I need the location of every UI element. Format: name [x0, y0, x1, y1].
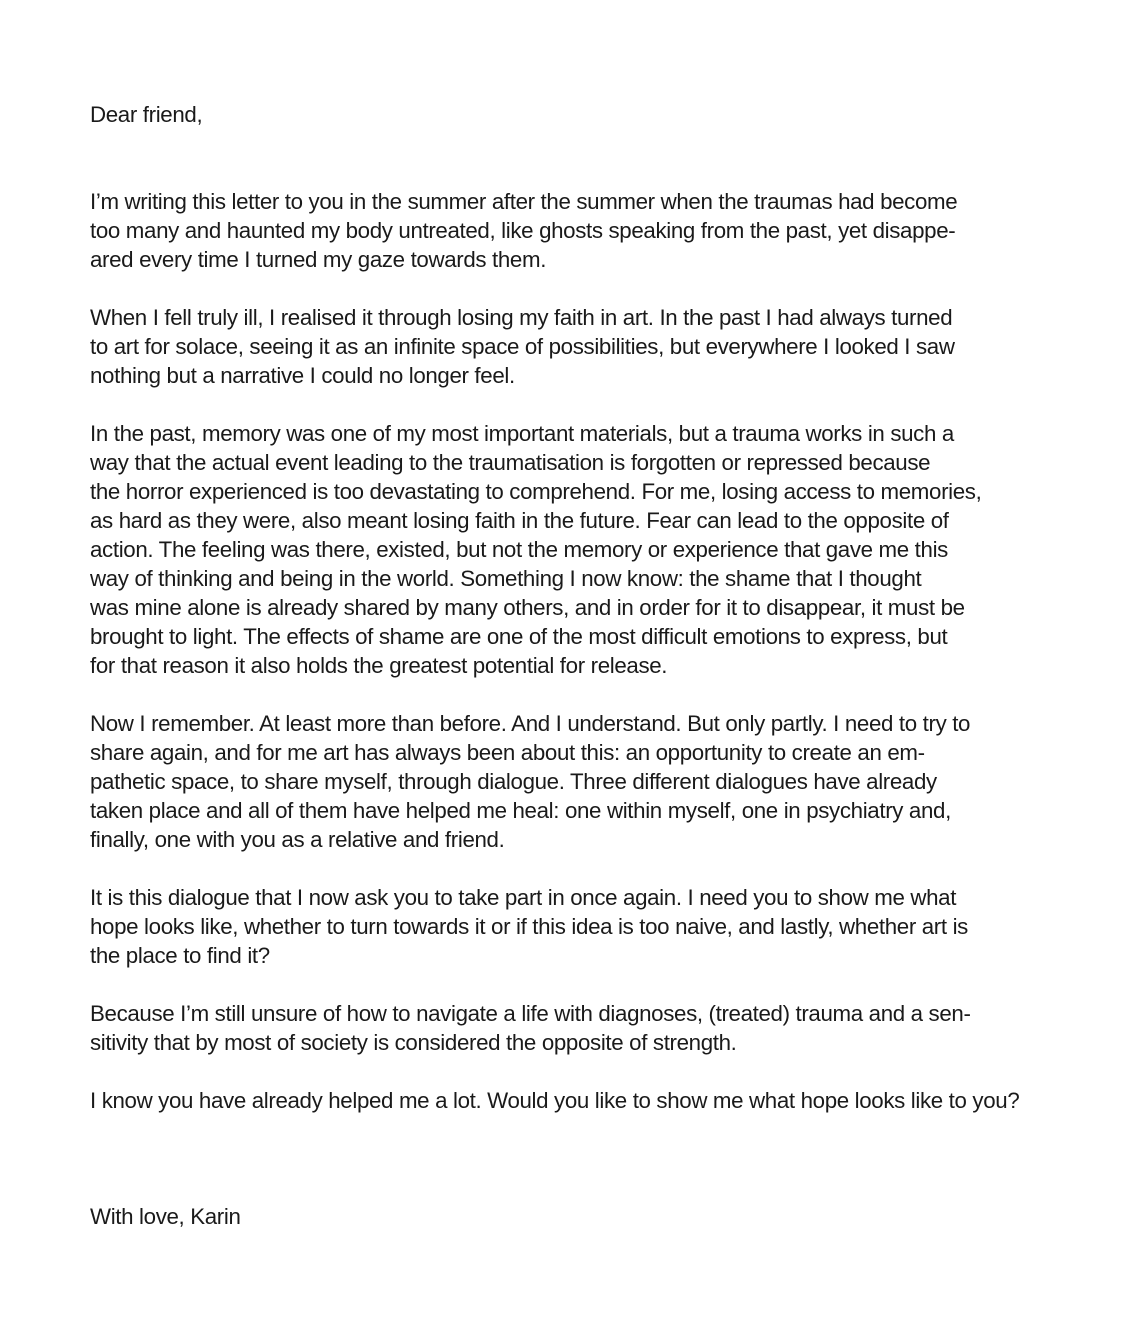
salutation: Dear friend, — [90, 102, 203, 127]
letter-paragraph-1: I’m writing this letter to you in the summer after the summer when the traumas had become too many and haunted my body untreated, like ghosts speaking from the past, yet disappe- ared every time I turned my gaze towards them. — [90, 189, 958, 272]
letter-paragraph-4: Now I remember. At least more than before. And I understand. But only partly. I need to try to share again, and for me art has always been about this: an opportunity to create an em- pathetic space, to share myself, through dialogue. Three different dialogues have already taken place and all of them have helped me heal: one within myself, one in psychiatry and, finally, one with you as a relative and friend. — [90, 711, 971, 852]
letter — [90, 100, 1060, 1231]
letter-paragraph-5: It is this dialogue that I now ask you to take part in once again. I need you to show me what hope looks like, whether to turn towards it or if this idea is too naive, and lastly, whether art is the place to find it? — [90, 885, 968, 968]
letter-paragraph-7: I know you have already helped me a lot. Would you like to show me what hope looks like to you? — [90, 1088, 1020, 1113]
letter-paragraph-3: In the past, memory was one of my most important materials, but a trauma works in such a way that the actual event leading to the traumatisation is forgotten or repressed because the horror experienced is too devastating to comprehend. For me, losing access to memories, as hard as they were, also meant losing faith in the future. Fear can lead to the opposite of action. The feeling was there, existed, but not the memory or experience that gave me this way of thinking and being in the world. Something I now know: the shame that I thought was mine alone is already shared by many others, and in order for it to disappear, it must be brought to light. The effects of shame are one of the most difficult emotions to express, but for that reason it also holds the greatest potential for release. — [90, 421, 982, 678]
signoff: With love, Karin — [90, 1204, 241, 1229]
letter-paragraph-2: When I fell truly ill, I realised it through losing my faith in art. In the past I had always turned to art for solace, seeing it as an infinite space of possibilities, but everywhere I looked I saw nothing but a narrative I could no longer feel. — [90, 305, 955, 388]
letter-paragraph-6: Because I’m still unsure of how to navigate a life with diagnoses, (treated) trauma and a sen- sitivity that by most of society is considered the opposite of strength. — [90, 1001, 971, 1055]
